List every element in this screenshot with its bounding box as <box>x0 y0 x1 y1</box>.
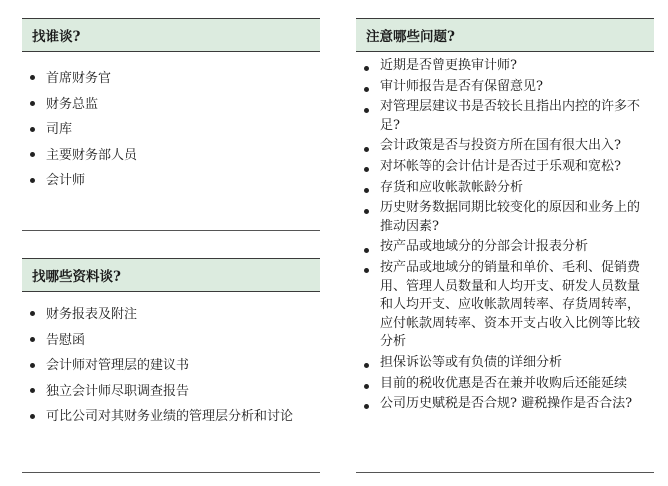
list-item: 目前的税收优惠是否在兼并收购后还能延续 <box>356 375 654 394</box>
list-item: 财务报表及附注 <box>22 302 320 328</box>
who-to-talk-list <box>22 52 320 194</box>
list-item: 主要财务部人员 <box>22 143 320 169</box>
list-item: 按产品或地域分的分部会计报表分析 <box>356 238 654 257</box>
list-item: 独立会计师尽职调查报告 <box>22 379 320 405</box>
list-item: 财务总监 <box>22 92 320 118</box>
list-item: 司库 <box>22 117 320 143</box>
who-to-talk-panel <box>22 18 320 231</box>
list-item: 对管理层建议书是否较长且指出内控的许多不足? <box>356 98 654 135</box>
list-item: 审计师报告是否有保留意见? <box>356 78 654 97</box>
list-item: 会计政策是否与投资方所在国有很大出入? <box>356 137 654 156</box>
list-item: 按产品或地域分的销量和单价、毛利、促销费用、管理人员数量和人均开支、研发人员数量和人均开支、应收帐款周转率、存货周转率，应付帐款周转率、资本开支占收入比例等比较分析 <box>356 259 654 352</box>
documents-title: 找哪些资料谈? <box>22 258 320 292</box>
list-item: 存货和应收帐款帐龄分析 <box>356 179 654 198</box>
list-item: 告慰函 <box>22 328 320 354</box>
list-item: 会计师 <box>22 168 320 194</box>
issues-list <box>356 52 654 414</box>
documents-list <box>22 292 320 430</box>
list-item: 首席财务官 <box>22 66 320 92</box>
who-to-talk-title: 找谁谈? <box>22 18 320 52</box>
list-item: 近期是否曾更换审计师? <box>356 57 654 76</box>
issues-title: 注意哪些问题? <box>356 18 654 52</box>
list-item: 会计师对管理层的建议书 <box>22 353 320 379</box>
list-item: 可比公司对其财务业绩的管理层分析和讨论 <box>22 404 320 430</box>
list-item: 历史财务数据同期比较变化的原因和业务上的推动因素? <box>356 199 654 236</box>
list-item: 对坏帐等的会计估计是否过于乐观和宽松? <box>356 158 654 177</box>
documents-panel <box>22 258 320 473</box>
list-item: 公司历史赋税是否合规? 避税操作是否合法? <box>356 395 654 414</box>
issues-panel <box>356 18 654 473</box>
list-item: 担保诉讼等或有负债的详细分析 <box>356 354 654 373</box>
